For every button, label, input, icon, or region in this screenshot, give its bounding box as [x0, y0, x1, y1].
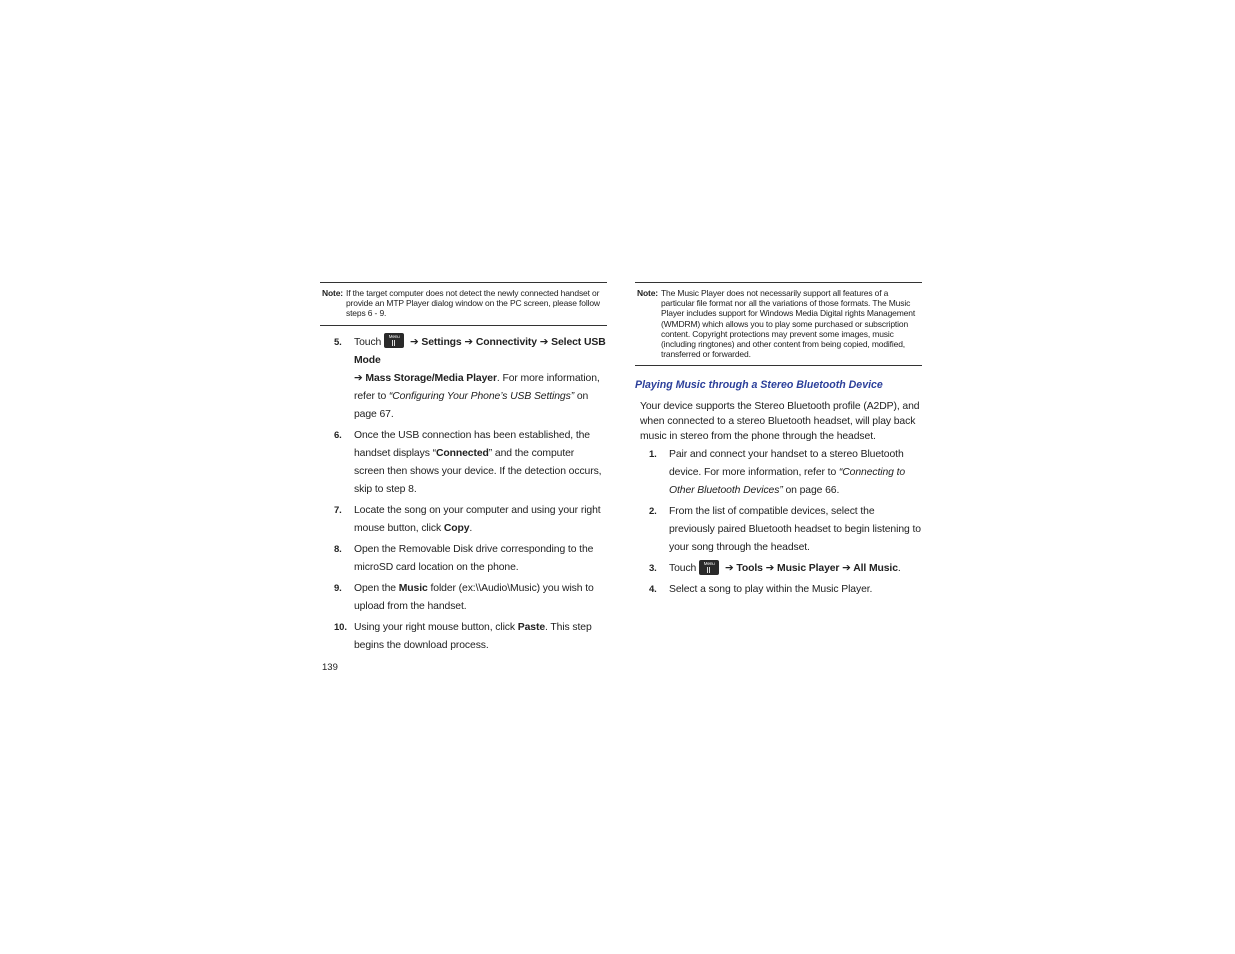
step-5: [320, 334, 607, 424]
music-folder-label: Music: [398, 582, 428, 594]
note-text: The Music Player does not necessarily support all features of a particular file format nor all the variations of those formats. The Music Player includes support for Windows Media Digital rights Management (WMDRM) which allows you to play some purchased or subscription content. Copyright protections may prevent some images, music (including ringtones) and other content from being copied, modified, transferred or forwarded.: [660, 288, 916, 360]
step-touch-text: Touch: [669, 563, 697, 575]
arrow-right-icon: ➔: [722, 563, 737, 575]
step-number: 1.: [649, 449, 657, 461]
step-text-part: folder (ex:\\Audio\Music) you wish to upload from the handset.: [354, 582, 594, 612]
step-6: [320, 427, 607, 499]
usb-detection-note: [320, 282, 607, 326]
step-number: 9.: [334, 582, 342, 594]
menu-key-label: Menu: [703, 560, 715, 566]
step-text-part: on page 67.: [354, 390, 589, 420]
step-text-part: Once the USB connection has been established, the handset displays “: [354, 429, 590, 459]
arrow-right-icon: ➔: [354, 372, 366, 384]
step-text-part: .: [469, 522, 473, 534]
step-text: [669, 560, 922, 578]
step-text: Open the Removable Disk drive corresponding to the microSD card location on the phone.: [354, 543, 594, 573]
cross-reference: “Connecting to Other Bluetooth Devices”: [669, 467, 906, 497]
step-2: [635, 503, 922, 557]
step-text: [354, 334, 607, 424]
mass-storage-label: Mass Storage/Media Player: [365, 372, 497, 384]
note-label: Note:: [637, 288, 658, 298]
left-column: [320, 282, 607, 658]
step-number: 8.: [334, 543, 342, 555]
paste-label: Paste: [517, 621, 546, 633]
step-text: [354, 502, 607, 538]
step-number: 3.: [649, 563, 657, 575]
step-text: From the list of compatible devices, select the previously paired Bluetooth headset to begin listening to your song through the headset.: [669, 506, 921, 554]
page-number: 139: [322, 662, 338, 673]
step-text-part: . This step begins the download process.: [354, 621, 592, 651]
right-column: [635, 282, 922, 602]
note-label: Note:: [322, 288, 343, 298]
section-heading: Playing Music through a Stereo Bluetooth Device: [635, 379, 883, 392]
connected-label: Connected: [435, 447, 489, 459]
step-number: 5.: [334, 336, 342, 348]
settings-label: Settings: [421, 336, 462, 348]
step-text-part: .: [897, 563, 901, 575]
step-touch-text: Touch: [354, 336, 382, 348]
step-text-part: . For more information, refer to: [354, 372, 600, 402]
usb-transfer-steps: [320, 334, 607, 655]
step-number: 6.: [334, 429, 342, 441]
cross-reference: “Configuring Your Phone’s USB Settings”: [388, 390, 575, 402]
tools-label: Tools: [736, 563, 763, 575]
step-text-part: Pair and connect your handset to a stereo Bluetooth device. For more information, refer to: [669, 449, 904, 479]
section-intro: Your device supports the Stereo Bluetooth profile (A2DP), and when connected to a stereo Bluetooth headset, will play back music in stereo from the phone through the headset.: [640, 401, 920, 442]
step-text: Select a song to play within the Music Player.: [669, 584, 873, 596]
connectivity-label: Connectivity: [475, 336, 537, 348]
step-number: 2.: [649, 506, 657, 518]
step-number: 4.: [649, 584, 657, 596]
step-text: [354, 427, 607, 499]
step-text: [354, 619, 607, 655]
copy-label: Copy: [443, 522, 470, 534]
step-1: [635, 446, 922, 500]
select-usb-mode-label: Select USB Mode: [354, 336, 606, 366]
menu-key-label: Menu: [388, 334, 400, 340]
arrow-right-icon: ➔: [461, 336, 476, 348]
step-3: [635, 560, 922, 578]
music-player-label: Music Player: [777, 563, 840, 575]
bluetooth-steps: [635, 446, 922, 599]
arrow-right-icon: ➔: [536, 336, 552, 348]
arrow-right-icon: ➔: [839, 563, 854, 575]
step-10: [320, 619, 607, 655]
step-text: [669, 446, 922, 500]
step-text: [354, 580, 607, 616]
menu-key-icon: [384, 333, 404, 348]
step-text-part: on page 66.: [782, 485, 840, 497]
all-music-label: All Music: [853, 563, 898, 575]
step-text-part: Locate the song on your computer and using your right mouse button, click: [354, 504, 601, 534]
step-text-part: Using your right mouse button, click: [354, 621, 518, 633]
note-text: If the target computer does not detect the newly connected handset or provide an MTP Player dialog window on the PC screen, please follow steps 6 - 9.: [345, 288, 600, 319]
step-number: 7.: [334, 504, 342, 516]
arrow-right-icon: ➔: [762, 563, 778, 575]
step-text-part: ” and the computer screen then shows your device. If the detection occurs, skip to step 8.: [354, 447, 602, 495]
step-text-part: Open the: [354, 582, 399, 594]
step-8: [320, 541, 607, 577]
step-number: 10.: [334, 621, 347, 633]
menu-key-icon: [699, 560, 719, 575]
step-7: [320, 502, 607, 538]
step-9: [320, 580, 607, 616]
step-4: [635, 581, 922, 599]
arrow-right-icon: ➔: [407, 336, 422, 348]
music-player-note: [635, 282, 922, 366]
